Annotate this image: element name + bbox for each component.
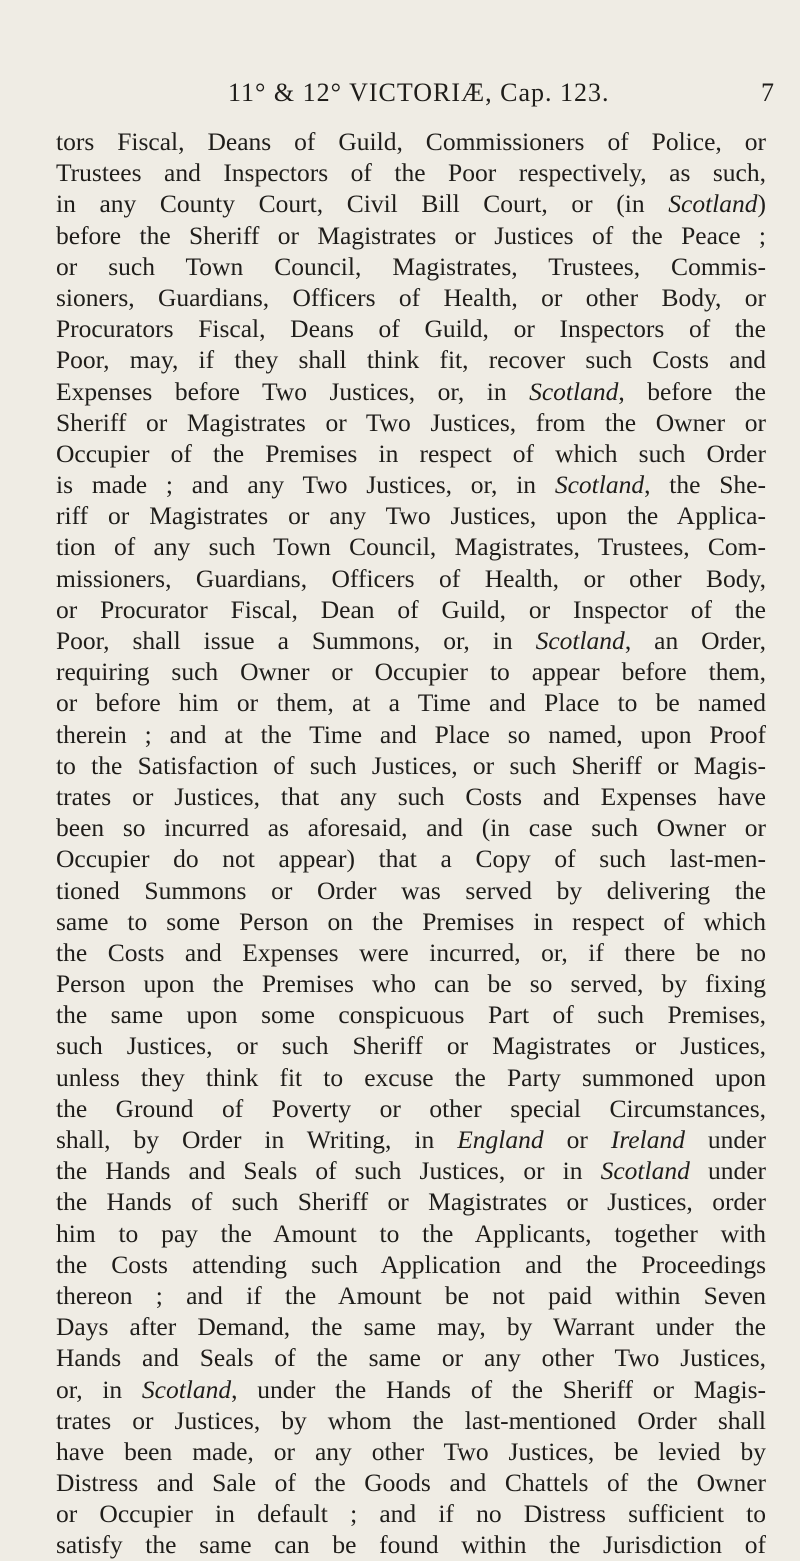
text-line [56, 1529, 766, 1560]
text-segment: been so incurred as aforesaid, and (in case such Owner or [56, 813, 766, 843]
text-line [56, 282, 766, 313]
text-line [56, 1436, 766, 1467]
italic-text: England [457, 1125, 544, 1154]
text-segment: , before the [618, 376, 766, 406]
text-segment: the same upon some conspicuous Part of such Premises, [56, 1000, 766, 1030]
text-segment: , under the Hands of the Sheriff or Magis- [231, 1374, 766, 1404]
italic-text: Scotland [554, 470, 645, 500]
text-line [56, 1467, 766, 1498]
text-segment: riff or Magistrates or any Two Justices, upon the Applica- [56, 501, 766, 531]
text-line [56, 344, 766, 375]
text-line [56, 656, 766, 687]
text-segment: Poor, may, if they shall think fit, recover such Costs and [56, 345, 766, 375]
text-segment: tion of any such Town Council, Magistrates, Trustees, Com- [56, 532, 766, 562]
text-line [56, 781, 766, 812]
text-line [56, 1093, 766, 1124]
text-segment: before the Sheriff or Magistrates or Justices of the Peace ; [56, 220, 766, 250]
page-header [0, 78, 800, 118]
text-segment: sioners, Guardians, Officers of Health, or other Body, or [56, 282, 766, 312]
text-line [56, 1280, 766, 1311]
text-line [56, 1186, 766, 1217]
text-segment: , an Order, [624, 626, 766, 655]
text-segment: to the Satisfaction of such Justices, or such Sheriff or Magis- [56, 750, 766, 780]
text-segment: unless they think fit to excuse the Party summoned upon [56, 1062, 766, 1092]
text-line [56, 999, 766, 1030]
text-line [56, 1155, 766, 1186]
italic-text: Scotland [529, 376, 619, 406]
text-line [56, 126, 766, 157]
page-number: 7 [761, 78, 774, 107]
text-line [56, 531, 766, 562]
text-segment: therein ; and at the Time and Place so named, upon Proof [56, 719, 766, 749]
text-segment: tioned Summons or Order was served by delivering the [56, 875, 766, 905]
text-segment: same to some Person on the Premises in respect of which [56, 906, 766, 936]
text-segment: the Ground of Poverty or other special Circumstances, [56, 1093, 766, 1123]
text-segment: have been made, or any other Two Justices, be levied by [56, 1436, 766, 1466]
text-segment: missioners, Guardians, Officers of Health, or other Body, [56, 563, 766, 593]
running-head: 11° & 12° VICTORIÆ, Cap. 123. [228, 78, 610, 107]
text-segment: Trustees and Inspectors of the Poor respectively, as such, [56, 158, 766, 188]
text-segment: Distress and Sale of the Goods and Chattels of the Owner [56, 1468, 766, 1498]
text-line [56, 968, 766, 999]
text-line [56, 1311, 766, 1342]
text-line [56, 157, 766, 188]
text-line [56, 1405, 766, 1436]
text-line [56, 438, 766, 469]
text-segment: him to pay the Amount to the Applicants, together with [56, 1218, 766, 1248]
text-segment: trates or Justices, by whom the last-mentioned Order shall [56, 1405, 766, 1435]
text-segment: the Hands and Seals of such Justices, or in [56, 1156, 601, 1186]
text-segment: the Hands of such Sheriff or Magistrates or Justices, order [56, 1187, 766, 1217]
text-line [56, 1030, 766, 1061]
italic-text: Scotland [141, 1374, 232, 1404]
text-line [56, 843, 766, 874]
text-segment: or before him or them, at a Time and Place to be named [56, 688, 766, 718]
text-segment: tors Fiscal, Deans of Guild, Commissioners of Police, or [56, 127, 766, 156]
text-line [56, 469, 766, 500]
text-segment: Days after Demand, the same may, by Warrant under the [56, 1312, 766, 1342]
italic-text: Scotland [535, 626, 625, 655]
text-segment: or Occupier in default ; and if no Distress sufficient to [56, 1499, 766, 1529]
italic-text: Scotland [668, 189, 758, 219]
text-segment: Expenses before Two Justices, or, in [56, 376, 530, 406]
italic-text: Scotland [600, 1156, 690, 1186]
text-segment: Hands and Seals of the same or any other Two Justices, [56, 1343, 766, 1373]
text-segment: satisfy the same can be found within the Jurisdiction of [56, 1530, 766, 1560]
text-segment: shall, by Order in Writing, in [56, 1125, 458, 1154]
text-line [56, 1218, 766, 1249]
body-text [56, 126, 766, 1561]
text-segment: ) [757, 189, 766, 219]
text-segment: the Costs and Expenses were incurred, or, if there be no [56, 937, 766, 967]
text-line [56, 407, 766, 438]
text-segment: Procurators Fiscal, Deans of Guild, or Inspectors of the [56, 314, 766, 344]
text-segment: Poor, shall issue a Summons, or, in [56, 626, 536, 655]
text-segment: Sheriff or Magistrates or Two Justices, from the Owner or [56, 407, 766, 437]
text-line [56, 812, 766, 843]
text-line [56, 220, 766, 251]
text-segment: or, in [56, 1374, 142, 1404]
text-segment: in any County Court, Civil Bill Court, or (in [56, 189, 669, 219]
text-line [56, 937, 766, 968]
text-segment: or [543, 1125, 611, 1154]
text-line [56, 1062, 766, 1093]
text-segment: the Costs attending such Application and the Proceedings [56, 1249, 766, 1279]
text-line [56, 313, 766, 344]
text-line [56, 875, 766, 906]
text-line [56, 1342, 766, 1373]
text-segment: Occupier of the Premises in respect of which such Order [56, 438, 766, 468]
text-line [56, 687, 766, 718]
text-segment: is made ; and any Two Justices, or, in [56, 470, 555, 500]
text-segment: requiring such Owner or Occupier to appear before them, [56, 657, 766, 687]
text-line [56, 719, 766, 750]
text-segment: under [689, 1156, 767, 1186]
text-line [56, 563, 766, 594]
text-line [56, 906, 766, 937]
text-line [56, 1249, 766, 1280]
text-line [56, 750, 766, 781]
text-line [56, 1124, 766, 1155]
text-segment: such Justices, or such Sheriff or Magistrates or Justices, [56, 1031, 766, 1061]
text-segment: thereon ; and if the Amount be not paid within Seven [56, 1280, 766, 1310]
text-line [56, 251, 766, 282]
text-segment: Person upon the Premises who can be so served, by fixing [56, 969, 766, 999]
text-segment: or such Town Council, Magistrates, Trustees, Commis- [56, 251, 766, 281]
text-segment: , the She- [644, 470, 766, 500]
text-line [56, 188, 766, 219]
text-segment: Occupier do not appear) that a Copy of such last-men- [56, 844, 766, 874]
text-segment: trates or Justices, that any such Costs and Expenses have [56, 781, 766, 811]
text-segment: under [684, 1125, 766, 1154]
text-line [56, 500, 766, 531]
text-line [56, 1374, 766, 1405]
text-line [56, 625, 766, 656]
text-line [56, 594, 766, 625]
text-segment: or Procurator Fiscal, Dean of Guild, or Inspector of the [56, 594, 766, 624]
text-line [56, 376, 766, 407]
italic-text: Ireland [610, 1125, 685, 1154]
text-line [56, 1498, 766, 1529]
